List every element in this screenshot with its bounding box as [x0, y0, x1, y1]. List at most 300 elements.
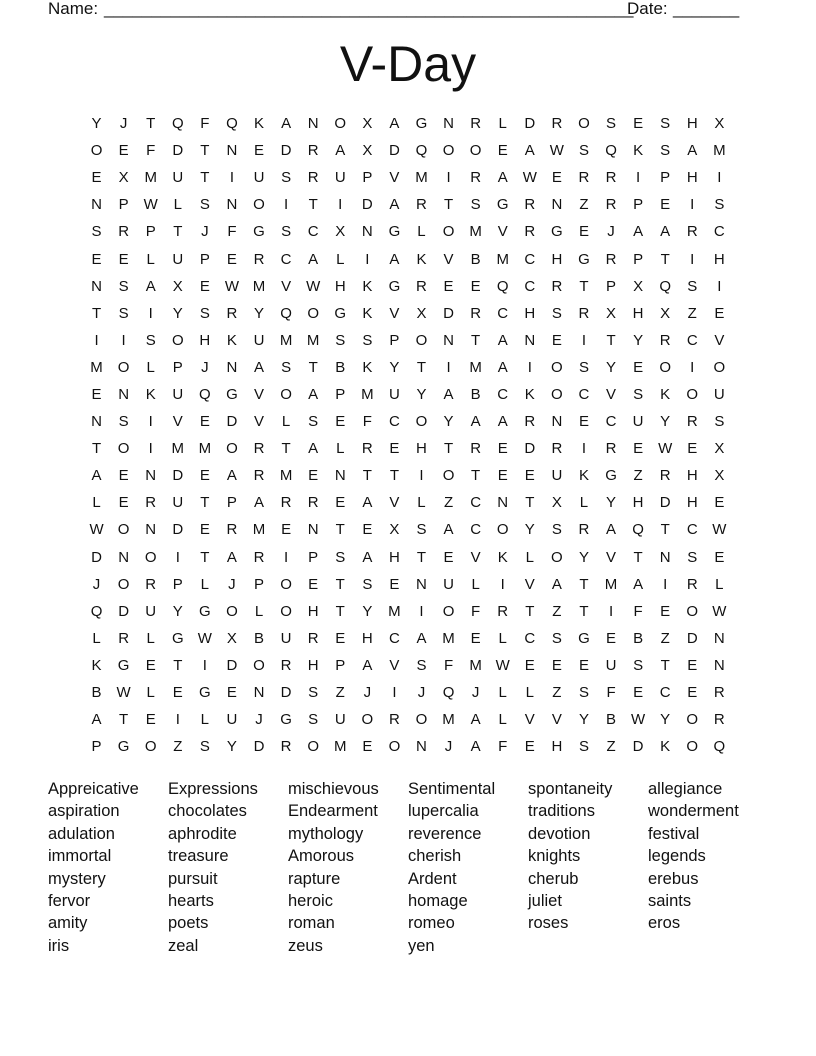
grid-letter[interactable]: E	[199, 413, 210, 431]
grid-letter[interactable]: Y	[660, 711, 671, 729]
grid-letter[interactable]: N	[659, 548, 671, 566]
grid-letter[interactable]: R	[226, 304, 238, 322]
grid-letter[interactable]: D	[524, 115, 536, 133]
grid-letter[interactable]: U	[145, 602, 157, 620]
grid-letter[interactable]: L	[146, 629, 155, 647]
grid-letter[interactable]: A	[362, 548, 373, 566]
grid-letter[interactable]: Y	[226, 738, 237, 756]
grid-letter[interactable]: I	[121, 331, 126, 349]
grid-letter[interactable]: C	[280, 250, 292, 268]
grid-letter[interactable]: W	[522, 169, 537, 187]
grid-letter[interactable]: C	[713, 223, 725, 241]
grid-letter[interactable]: M	[333, 738, 347, 756]
grid-letter[interactable]: R	[605, 250, 617, 268]
grid-letter[interactable]: J	[201, 358, 209, 376]
grid-letter[interactable]: L	[498, 629, 507, 647]
grid-letter[interactable]: E	[578, 656, 589, 674]
grid-letter[interactable]: Q	[605, 142, 617, 160]
grid-letter[interactable]: K	[226, 331, 237, 349]
grid-letter[interactable]: W	[712, 602, 727, 620]
grid-letter[interactable]: O	[415, 711, 428, 729]
grid-letter[interactable]: I	[175, 711, 180, 729]
grid-letter[interactable]: Z	[633, 467, 643, 485]
grid-letter[interactable]: T	[200, 494, 210, 512]
name-blank-line[interactable]: ________________________________________________________	[104, 0, 634, 18]
grid-letter[interactable]: D	[388, 142, 400, 160]
grid-letter[interactable]: L	[281, 413, 291, 431]
grid-letter[interactable]: D	[226, 413, 238, 431]
grid-letter[interactable]: T	[173, 223, 183, 241]
grid-letter[interactable]: N	[226, 196, 238, 214]
grid-letter[interactable]: R	[470, 304, 482, 322]
grid-letter[interactable]: R	[253, 440, 265, 458]
grid-letter[interactable]: H	[632, 304, 644, 322]
grid-letter[interactable]: S	[281, 223, 292, 241]
grid-letter[interactable]: C	[686, 521, 698, 539]
grid-letter[interactable]: J	[363, 684, 372, 702]
grid-letter[interactable]: S	[199, 196, 210, 214]
grid-letter[interactable]: S	[308, 684, 319, 702]
grid-letter[interactable]: N	[443, 331, 454, 349]
grid-letter[interactable]: D	[91, 548, 102, 566]
grid-letter[interactable]: Y	[362, 602, 373, 620]
grid-letter[interactable]: N	[145, 521, 157, 539]
grid-letter[interactable]: C	[659, 684, 671, 702]
grid-letter[interactable]: S	[687, 277, 698, 295]
grid-letter[interactable]: D	[280, 684, 292, 702]
grid-letter[interactable]: Z	[552, 684, 562, 702]
grid-letter[interactable]: N	[118, 548, 130, 566]
grid-letter[interactable]: H	[416, 440, 427, 458]
grid-letter[interactable]: R	[253, 548, 265, 566]
grid-letter[interactable]: R	[280, 656, 292, 674]
grid-letter[interactable]: E	[226, 684, 237, 702]
grid-letter[interactable]: J	[607, 223, 615, 241]
grid-letter[interactable]: Z	[552, 602, 562, 620]
grid-letter[interactable]: I	[717, 277, 722, 295]
grid-letter[interactable]: M	[144, 169, 157, 187]
grid-letter[interactable]: E	[714, 494, 725, 512]
grid-letter[interactable]: X	[660, 304, 671, 322]
grid-letter[interactable]: A	[281, 115, 292, 133]
grid-letter[interactable]: N	[524, 331, 536, 349]
grid-letter[interactable]: R	[470, 440, 482, 458]
grid-letter[interactable]: I	[229, 169, 235, 187]
grid-letter[interactable]: H	[686, 115, 698, 133]
grid-letter[interactable]: A	[551, 575, 562, 593]
grid-letter[interactable]: F	[443, 656, 454, 674]
grid-letter[interactable]: E	[335, 629, 346, 647]
grid-letter[interactable]: E	[687, 684, 698, 702]
grid-letter[interactable]: E	[497, 440, 508, 458]
grid-letter[interactable]: E	[660, 602, 671, 620]
grid-letter[interactable]: X	[714, 467, 725, 485]
grid-letter[interactable]: E	[687, 440, 698, 458]
grid-letter[interactable]: Y	[172, 304, 183, 322]
grid-letter[interactable]: X	[416, 304, 427, 322]
grid-letter[interactable]: S	[633, 656, 644, 674]
grid-letter[interactable]: T	[660, 656, 670, 674]
grid-letter[interactable]: E	[172, 684, 183, 702]
grid-letter[interactable]: O	[280, 385, 292, 403]
grid-letter[interactable]: L	[498, 115, 507, 133]
grid-letter[interactable]: I	[392, 684, 397, 702]
grid-letter[interactable]: L	[92, 629, 101, 647]
grid-letter[interactable]: O	[388, 738, 401, 756]
grid-letter[interactable]: U	[551, 467, 563, 485]
grid-letter[interactable]: P	[145, 223, 156, 241]
grid-letter[interactable]: H	[307, 656, 319, 674]
grid-letter[interactable]: S	[416, 521, 427, 539]
grid-letter[interactable]: Y	[416, 385, 427, 403]
grid-letter[interactable]: M	[442, 711, 455, 729]
grid-letter[interactable]: E	[118, 494, 129, 512]
grid-letter[interactable]: B	[254, 629, 265, 647]
grid-letter[interactable]: W	[495, 656, 510, 674]
grid-letter[interactable]: O	[361, 711, 374, 729]
grid-letter[interactable]: A	[308, 385, 319, 403]
grid-letter[interactable]: G	[551, 223, 563, 241]
grid-letter[interactable]: X	[606, 304, 617, 322]
grid-letter[interactable]: R	[713, 684, 725, 702]
grid-letter[interactable]: N	[334, 467, 346, 485]
grid-letter[interactable]: T	[173, 656, 183, 674]
grid-letter[interactable]: V	[254, 385, 265, 403]
grid-letter[interactable]: U	[388, 385, 400, 403]
grid-letter[interactable]: X	[172, 277, 183, 295]
grid-letter[interactable]: D	[253, 738, 265, 756]
grid-letter[interactable]: T	[579, 277, 589, 295]
grid-letter[interactable]: S	[362, 331, 373, 349]
grid-letter[interactable]: J	[255, 711, 263, 729]
grid-letter[interactable]: R	[578, 304, 590, 322]
grid-letter[interactable]: O	[144, 548, 157, 566]
grid-letter[interactable]: G	[578, 250, 590, 268]
grid-letter[interactable]: X	[335, 223, 346, 241]
grid-letter[interactable]: F	[606, 684, 616, 702]
grid-letter[interactable]: U	[172, 250, 184, 268]
grid-letter[interactable]: S	[281, 169, 292, 187]
grid-letter[interactable]: X	[226, 629, 237, 647]
grid-letter[interactable]: B	[606, 711, 617, 729]
grid-letter[interactable]: K	[362, 358, 373, 376]
grid-letter[interactable]: T	[443, 196, 454, 214]
grid-letter[interactable]: O	[442, 602, 455, 620]
grid-letter[interactable]: S	[335, 331, 346, 349]
grid-letter[interactable]: T	[471, 331, 481, 349]
grid-letter[interactable]: L	[471, 575, 480, 593]
grid-letter[interactable]: H	[388, 548, 400, 566]
grid-letter[interactable]: P	[172, 575, 183, 593]
grid-letter[interactable]: R	[713, 711, 725, 729]
grid-letter[interactable]: F	[633, 602, 643, 620]
grid-letter[interactable]: R	[416, 196, 427, 214]
grid-letter[interactable]: E	[118, 250, 129, 268]
grid-letter[interactable]: O	[226, 602, 238, 620]
grid-letter[interactable]: I	[419, 467, 424, 485]
grid-letter[interactable]: A	[254, 358, 265, 376]
grid-letter[interactable]: N	[497, 494, 509, 512]
grid-letter[interactable]: U	[334, 711, 346, 729]
grid-letter[interactable]: T	[335, 575, 345, 593]
grid-letter[interactable]: G	[117, 738, 130, 756]
grid-letter[interactable]: Q	[713, 738, 726, 756]
grid-letter[interactable]: N	[443, 115, 454, 133]
grid-letter[interactable]: P	[335, 385, 346, 403]
grid-letter[interactable]: K	[416, 250, 427, 268]
grid-letter[interactable]: R	[686, 413, 698, 431]
grid-letter[interactable]: E	[281, 521, 292, 539]
grid-letter[interactable]: R	[253, 250, 265, 268]
grid-letter[interactable]: I	[500, 575, 505, 593]
grid-letter[interactable]: W	[306, 277, 321, 295]
grid-letter[interactable]: T	[525, 494, 535, 512]
grid-letter[interactable]: R	[388, 711, 400, 729]
grid-letter[interactable]: L	[254, 602, 264, 620]
grid-letter[interactable]: R	[307, 142, 319, 160]
grid-letter[interactable]: G	[253, 223, 265, 241]
grid-letter[interactable]: M	[415, 169, 428, 187]
grid-letter[interactable]: S	[308, 413, 319, 431]
grid-letter[interactable]: N	[226, 358, 238, 376]
grid-letter[interactable]: T	[633, 548, 643, 566]
grid-letter[interactable]: J	[119, 115, 128, 133]
grid-letter[interactable]: I	[175, 548, 180, 566]
grid-letter[interactable]: W	[224, 277, 240, 295]
grid-letter[interactable]: R	[524, 223, 536, 241]
grid-letter[interactable]: A	[633, 575, 644, 593]
grid-letter[interactable]: G	[226, 385, 238, 403]
grid-letter[interactable]: E	[524, 738, 535, 756]
grid-letter[interactable]: N	[307, 115, 319, 133]
grid-letter[interactable]: E	[389, 440, 400, 458]
grid-letter[interactable]: S	[145, 331, 156, 349]
grid-letter[interactable]: O	[307, 304, 319, 322]
grid-letter[interactable]: C	[524, 250, 536, 268]
grid-letter[interactable]: R	[307, 494, 319, 512]
grid-letter[interactable]: A	[633, 223, 644, 241]
grid-letter[interactable]: G	[171, 629, 184, 647]
grid-letter[interactable]: G	[496, 196, 509, 214]
grid-letter[interactable]: E	[199, 277, 210, 295]
grid-letter[interactable]: I	[690, 250, 695, 268]
grid-letter[interactable]: S	[118, 277, 129, 295]
grid-letter[interactable]: H	[686, 494, 698, 512]
grid-letter[interactable]: O	[280, 575, 292, 593]
grid-letter[interactable]: R	[578, 521, 590, 539]
grid-letter[interactable]: D	[524, 440, 536, 458]
grid-letter[interactable]: S	[714, 196, 725, 214]
grid-letter[interactable]: L	[525, 548, 534, 566]
grid-letter[interactable]: P	[91, 738, 102, 756]
grid-letter[interactable]: I	[148, 413, 153, 431]
grid-letter[interactable]: N	[416, 575, 427, 593]
grid-letter[interactable]: R	[605, 169, 617, 187]
grid-letter[interactable]: O	[442, 223, 455, 241]
grid-letter[interactable]: Q	[226, 115, 238, 133]
grid-letter[interactable]: Y	[524, 521, 535, 539]
grid-letter[interactable]: Q	[415, 142, 428, 160]
grid-letter[interactable]: O	[659, 358, 672, 376]
grid-letter[interactable]: L	[173, 196, 182, 214]
grid-letter[interactable]: O	[144, 738, 157, 756]
grid-letter[interactable]: P	[362, 169, 373, 187]
grid-letter[interactable]: A	[470, 711, 481, 729]
grid-letter[interactable]: T	[660, 521, 670, 539]
grid-letter[interactable]: X	[714, 440, 725, 458]
grid-letter[interactable]: T	[308, 196, 318, 214]
grid-letter[interactable]: N	[713, 656, 725, 674]
grid-letter[interactable]: B	[91, 684, 102, 702]
grid-letter[interactable]: E	[443, 548, 454, 566]
grid-letter[interactable]: O	[415, 413, 428, 431]
grid-letter[interactable]: A	[470, 413, 481, 431]
grid-letter[interactable]: L	[92, 494, 101, 512]
grid-letter[interactable]: T	[146, 115, 156, 133]
grid-letter[interactable]: P	[633, 250, 644, 268]
grid-letter[interactable]: P	[172, 358, 183, 376]
grid-letter[interactable]: P	[389, 331, 400, 349]
grid-letter[interactable]: E	[633, 684, 644, 702]
grid-letter[interactable]: I	[148, 440, 153, 458]
grid-letter[interactable]: Q	[90, 602, 103, 620]
grid-letter[interactable]: J	[201, 223, 209, 241]
grid-letter[interactable]: M	[361, 385, 374, 403]
grid-letter[interactable]: J	[92, 575, 101, 593]
grid-letter[interactable]: T	[362, 467, 372, 485]
grid-letter[interactable]: T	[281, 440, 291, 458]
grid-letter[interactable]: A	[443, 521, 454, 539]
grid-letter[interactable]: T	[579, 575, 589, 593]
grid-letter[interactable]: O	[307, 738, 319, 756]
grid-letter[interactable]: V	[497, 223, 508, 241]
grid-letter[interactable]: A	[497, 358, 508, 376]
grid-letter[interactable]: K	[362, 277, 373, 295]
grid-letter[interactable]: E	[91, 250, 102, 268]
grid-letter[interactable]: T	[416, 548, 427, 566]
grid-letter[interactable]: B	[335, 358, 346, 376]
grid-letter[interactable]: D	[172, 521, 184, 539]
grid-letter[interactable]: T	[200, 548, 210, 566]
grid-letter[interactable]: E	[91, 385, 102, 403]
grid-letter[interactable]: V	[172, 413, 183, 431]
grid-letter[interactable]: J	[417, 684, 426, 702]
grid-letter[interactable]: T	[606, 331, 616, 349]
grid-letter[interactable]: O	[90, 142, 103, 160]
grid-letter[interactable]: L	[525, 684, 534, 702]
grid-letter[interactable]: O	[686, 602, 699, 620]
grid-letter[interactable]: C	[307, 223, 319, 241]
grid-letter[interactable]: O	[117, 575, 130, 593]
grid-letter[interactable]: M	[469, 358, 482, 376]
grid-letter[interactable]: S	[281, 358, 292, 376]
grid-letter[interactable]: R	[497, 602, 509, 620]
grid-letter[interactable]: E	[497, 467, 508, 485]
grid-letter[interactable]: I	[94, 331, 99, 349]
grid-letter[interactable]: C	[686, 331, 698, 349]
grid-letter[interactable]: O	[686, 385, 699, 403]
grid-letter[interactable]: D	[280, 142, 292, 160]
grid-letter[interactable]: Q	[280, 304, 292, 322]
grid-letter[interactable]: E	[145, 711, 156, 729]
grid-letter[interactable]: E	[633, 440, 644, 458]
grid-letter[interactable]: F	[498, 738, 508, 756]
grid-letter[interactable]: J	[228, 575, 236, 593]
grid-letter[interactable]: R	[470, 115, 482, 133]
grid-letter[interactable]: Q	[199, 385, 211, 403]
grid-letter[interactable]: G	[199, 684, 211, 702]
grid-letter[interactable]: N	[91, 196, 102, 214]
grid-letter[interactable]: M	[469, 223, 482, 241]
grid-letter[interactable]: A	[497, 169, 508, 187]
grid-letter[interactable]: E	[118, 467, 129, 485]
grid-letter[interactable]: S	[714, 413, 725, 431]
grid-letter[interactable]: W	[143, 196, 158, 214]
grid-letter[interactable]: E	[335, 494, 346, 512]
grid-letter[interactable]: I	[690, 358, 695, 376]
grid-letter[interactable]: A	[497, 413, 508, 431]
grid-letter[interactable]: P	[226, 494, 237, 512]
grid-letter[interactable]: I	[419, 602, 424, 620]
grid-letter[interactable]: T	[389, 467, 399, 485]
grid-letter[interactable]: R	[145, 575, 157, 593]
grid-letter[interactable]: Y	[633, 331, 644, 349]
grid-letter[interactable]: O	[686, 738, 699, 756]
grid-letter[interactable]: M	[496, 250, 509, 268]
grid-letter[interactable]: R	[361, 440, 373, 458]
grid-letter[interactable]: Y	[443, 413, 454, 431]
grid-letter[interactable]: M	[279, 331, 293, 349]
grid-letter[interactable]: B	[470, 385, 481, 403]
grid-letter[interactable]: N	[226, 142, 238, 160]
grid-letter[interactable]: S	[687, 548, 698, 566]
grid-letter[interactable]: R	[307, 629, 319, 647]
grid-letter[interactable]: C	[388, 629, 400, 647]
grid-letter[interactable]: H	[551, 250, 563, 268]
grid-letter[interactable]: A	[362, 656, 373, 674]
grid-letter[interactable]: W	[89, 521, 104, 539]
grid-letter[interactable]: L	[200, 711, 210, 729]
grid-letter[interactable]: Z	[579, 196, 589, 214]
grid-letter[interactable]: M	[171, 440, 185, 458]
grid-letter[interactable]: I	[284, 548, 289, 566]
grid-letter[interactable]: K	[660, 738, 671, 756]
grid-letter[interactable]: D	[443, 304, 454, 322]
grid-letter[interactable]: L	[336, 440, 345, 458]
grid-letter[interactable]: L	[417, 223, 426, 241]
grid-letter[interactable]: A	[145, 277, 156, 295]
grid-letter[interactable]: V	[389, 494, 400, 512]
grid-letter[interactable]: S	[578, 358, 589, 376]
grid-letter[interactable]: T	[91, 304, 102, 322]
grid-letter[interactable]: K	[660, 385, 671, 403]
grid-letter[interactable]: A	[660, 223, 671, 241]
grid-letter[interactable]: Y	[389, 358, 400, 376]
grid-letter[interactable]: C	[388, 413, 400, 431]
grid-letter[interactable]: D	[172, 142, 184, 160]
grid-letter[interactable]: I	[446, 358, 451, 376]
grid-letter[interactable]: I	[202, 656, 207, 674]
grid-letter[interactable]: R	[551, 277, 563, 295]
grid-letter[interactable]: X	[633, 277, 644, 295]
grid-letter[interactable]: E	[91, 169, 102, 187]
grid-letter[interactable]: R	[578, 169, 590, 187]
grid-letter[interactable]: R	[416, 277, 427, 295]
grid-letter[interactable]: H	[199, 331, 211, 349]
grid-letter[interactable]: O	[117, 521, 130, 539]
grid-letter[interactable]: G	[199, 602, 211, 620]
grid-letter[interactable]: W	[549, 142, 564, 160]
